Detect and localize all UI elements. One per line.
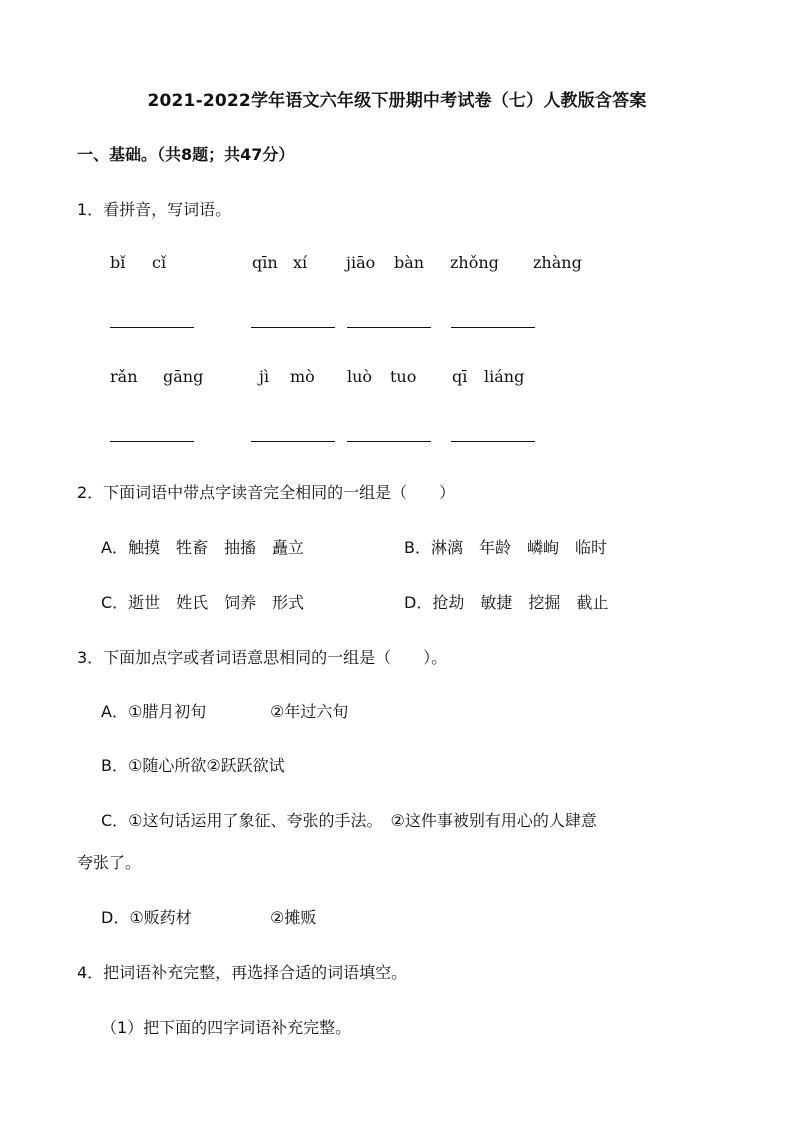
pinyin: liáng [484,367,525,386]
pinyin: qī [452,367,468,386]
pinyin: qīn [252,253,278,272]
question-3-stem: 3．下面加点字或者词语意思相同的一组是（ ）。 [77,648,448,667]
answer-blank[interactable] [451,441,535,442]
pinyin: xí [293,253,308,272]
question-2-stem: 2．下面词语中带点字读音完全相同的一组是（ ） [77,483,456,502]
answer-blank[interactable] [347,441,431,442]
pinyin: jì [259,367,270,386]
section-heading-basics: 一、基础。（共8题；共47分） [77,145,295,164]
pinyin: cǐ [152,253,167,272]
pinyin: gāng [163,367,204,386]
option-a[interactable]: A．①腊月初旬 [101,702,207,721]
option-c-continuation: 夸张了。 [77,853,142,872]
question-4-stem: 4．把词语补充完整，再选择合适的词语填空。 [77,963,408,982]
answer-blank[interactable] [251,327,335,328]
pinyin: bàn [394,253,425,272]
option-d[interactable]: D．①贩药材 [101,908,192,927]
option-d[interactable]: D．抢劫 敏捷 挖掘 截止 [404,593,609,612]
option-b[interactable]: B．淋漓 年龄 嶙峋 临时 [404,538,607,557]
pinyin: zhàng [533,253,582,272]
pinyin: tuo [390,367,417,386]
question-4-subpart-1: （1）把下面的四字词语补充完整。 [101,1018,352,1037]
answer-blank[interactable] [451,327,535,328]
pinyin: rǎn [110,367,138,386]
option-a[interactable]: A．触摸 牲畜 抽搐 矗立 [101,538,304,557]
pinyin: luò [347,367,373,386]
pinyin: zhǒng [450,253,499,272]
pinyin: bǐ [110,253,126,272]
option-a-part-2: ②年过六旬 [270,702,349,721]
option-c[interactable]: C．①这句话运用了象征、夸张的手法。 ②这件事被别有用心的人肆意 [101,811,597,830]
pinyin: mò [290,367,315,386]
answer-blank[interactable] [251,441,335,442]
answer-blank[interactable] [110,441,194,442]
answer-blank[interactable] [347,327,431,328]
option-b[interactable]: B．①随心所欲②跃跃欲试 [101,756,285,775]
option-c[interactable]: C．逝世 姓氏 饲养 形式 [101,593,305,612]
question-1-stem: 1．看拼音，写词语。 [77,200,232,219]
page-title: 2021-2022学年语文六年级下册期中考试卷（七）人教版含答案 [147,91,647,111]
answer-blank[interactable] [110,327,194,328]
pinyin: jiāo [346,253,376,272]
option-d-part-2: ②摊贩 [270,908,317,927]
